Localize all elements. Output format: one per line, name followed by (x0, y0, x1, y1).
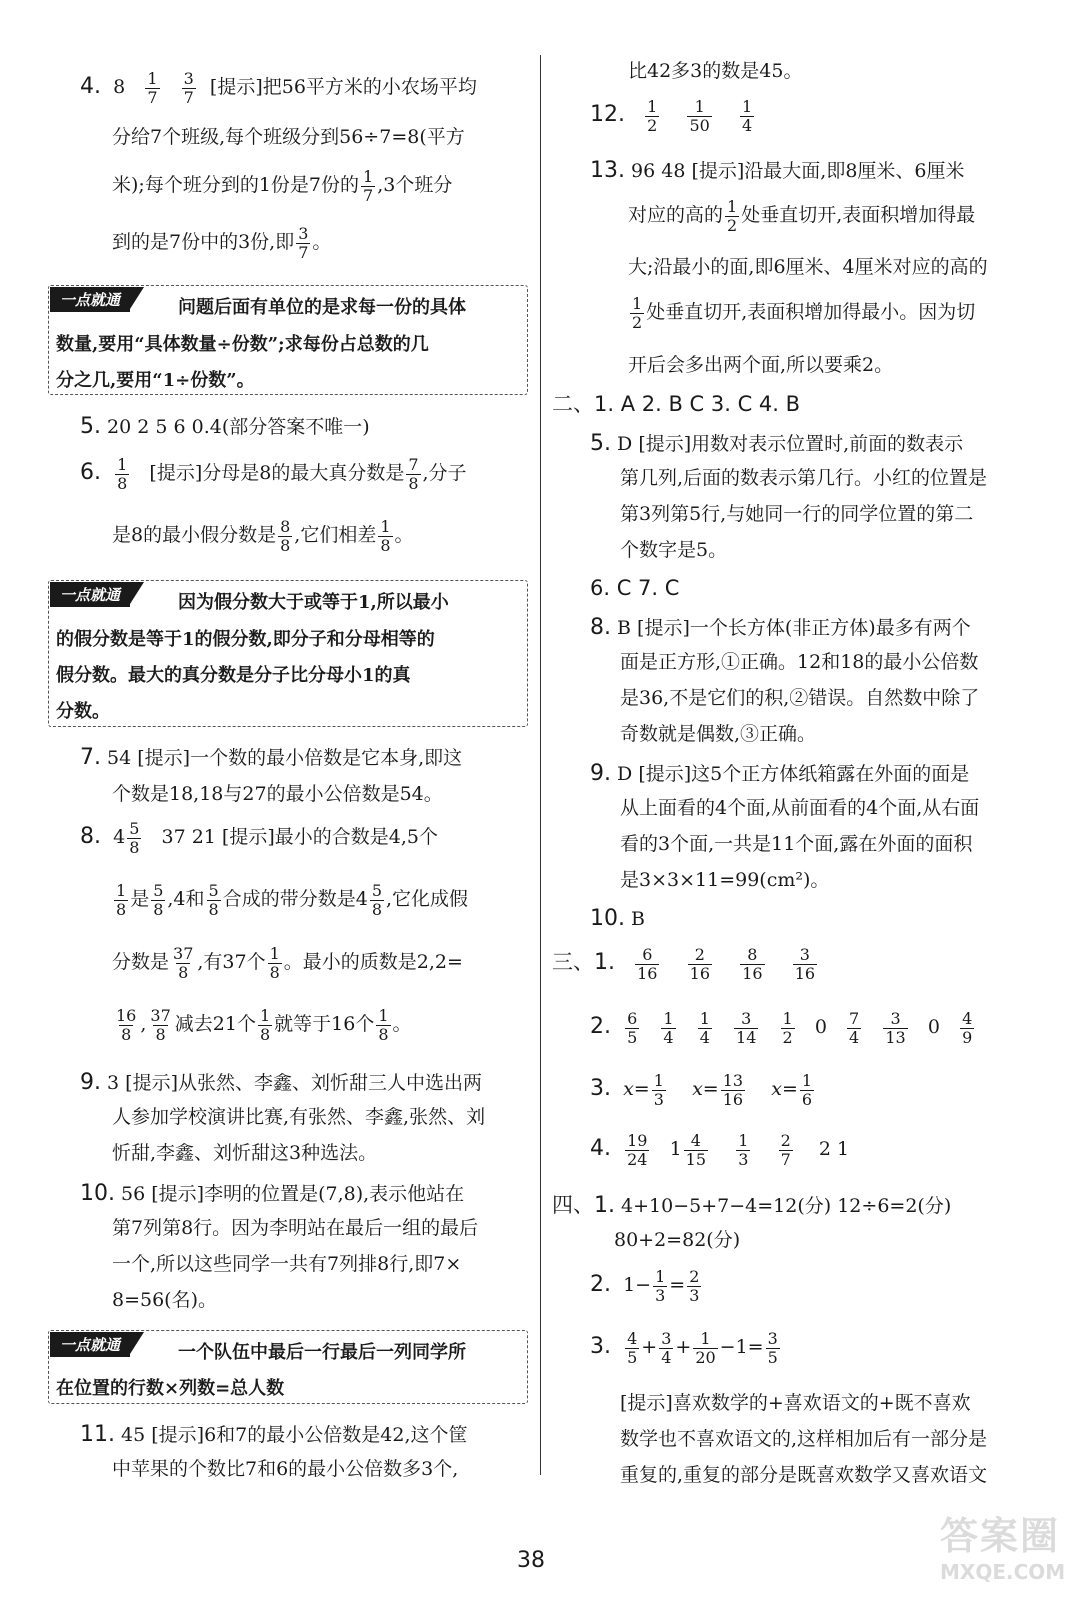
q11-line2: 中苹果的个数比7和6的最小公倍数多3个, (112, 1458, 459, 1480)
sec2-q8-line4: 奇数就是偶数,③正确。 (620, 723, 817, 745)
tip2-line1: 因为假分数大于或等于1,所以最小 (178, 592, 449, 613)
sec4-q3: 3. $\frac{4}{5}$ + $\frac{3}{4}$ + $\frac{1}{20}$ −1= $\frac{3}{5}$ (590, 1329, 778, 1367)
watermark-logo: 答案圈 MXQE.COM (940, 1514, 1066, 1584)
sec2-q5-line4: 个数字是5。 (620, 539, 728, 561)
q10-line2: 第7列第8行。因为李明站在最后一组的最后 (112, 1217, 479, 1239)
q4-hint-l3: 米);每个班分到的1份是7份的 $\frac{1}{7}$ ,3个班分 (112, 167, 453, 205)
q13-line3: 大;沿最小的面,即6厘米、4厘米对应的高的 (628, 256, 988, 278)
tip1-line1: 问题后面有单位的是求每一份的具体 (178, 297, 466, 318)
q8-line1: 8. 4 $\frac{5}{8}$ 37 21 [提示]最小的合数是4,5个 (80, 819, 438, 857)
sec2-q9-line3: 看的3个面,一共是11个面,露在外面的面积 (620, 833, 973, 855)
sec3-q3: 3. x= $\frac{1}{3}$ x= $\frac{13}{16}$ x= $\frac{1}{6}$ (590, 1071, 813, 1109)
sec4-q2: 2. 1− $\frac{1}{3}$ = $\frac{2}{3}$ (590, 1267, 700, 1305)
sec3-q2: 2. $\frac{6}{5}$ $\frac{1}{4}$ $\frac{1}{4}$ $\frac{3}{14}$ $\frac{1}{2}$ 0 $\frac{7}{4}$ $\frac{3}{13}$ 0 $\frac{4}{9}$ (590, 1009, 973, 1047)
q5: 5. 20 2 5 6 0.4(部分答案不唯一) (80, 414, 370, 439)
q13-line2: 对应的高的 $\frac{1}{2}$ 处垂直切开,表面积增加得最 (628, 197, 976, 235)
q4-frac2: $\frac{3}{7}$ (183, 69, 194, 107)
q4-hint-l4: 到的是7份中的3份,即 $\frac{3}{7}$ 。 (112, 224, 332, 262)
q4-answer: 8 (113, 76, 126, 99)
q6-frac1: $\frac{1}{8}$ (117, 455, 128, 493)
sec2-q9-line4: 是3×3×11=99(cm²)。 (620, 869, 830, 891)
q6-line1: 6. $\frac{1}{8}$ [提示]分母是8的最大真分数是 $\frac{7}{8}$ ,分子 (80, 455, 467, 493)
sec4-q3-hint-l1: [提示]喜欢数学的+喜欢语文的+既不喜欢 (620, 1392, 971, 1414)
q4-hint-l2: 分给7个班级,每个班级分到56÷7=8(平方 (112, 126, 465, 148)
tip-label-2: 一点就通 (50, 582, 130, 607)
sec2-q5-line3: 第3列第5行,与她同一行的同学位置的第二 (620, 503, 974, 525)
q4-frac4: $\frac{3}{7}$ (298, 224, 309, 262)
q11-line1: 11. 45 [提示]6和7的最小公倍数是42,这个筐 (80, 1422, 468, 1447)
page-number: 38 (517, 1548, 545, 1573)
sec2-q9-line2: 从上面看的4个面,从前面看的4个面,从右面 (620, 797, 980, 819)
sec2-q8-line1: 8. B [提示]一个长方体(非正方体)最多有两个 (590, 615, 971, 640)
sec2-q9-line1: 9. D [提示]这5个正方体纸箱露在外面的面是 (590, 761, 970, 786)
q9-line3: 忻甜,李鑫、刘忻甜这3种选法。 (112, 1142, 378, 1164)
q4-frac1: $\frac{1}{7}$ (147, 69, 158, 107)
tip3-line2: 在位置的行数×列数=总人数 (56, 1378, 285, 1399)
tip-label-3: 一点就通 (50, 1332, 130, 1357)
q13-line5: 开后会多出两个面,所以要乘2。 (628, 354, 894, 376)
sec3-q4: 4. $\frac{19}{24}$ 1 $\frac{4}{15}$ $\frac{1}{3}$ $\frac{2}{7}$ 2 1 (590, 1131, 850, 1169)
q7-line1: 7. 54 [提示]一个数的最小倍数是它本身,即这 (80, 745, 463, 770)
q10-line4: 8=56(名)。 (112, 1289, 218, 1311)
tip1-line2: 数量,要用“具体数量÷份数”;求每份占总数的几 (56, 334, 429, 355)
tip-label-1: 一点就通 (50, 287, 130, 312)
tip2-line3: 假分数。最大的真分数是分子比分母小1的真 (56, 665, 411, 686)
q4-number: 4. (80, 74, 101, 100)
q8-line2: $\frac{1}{8}$ 是 $\frac{5}{8}$ ,4和 $\frac{5}{8}$ 合成的带分数是4 $\frac{5}{8}$ ,它化成假 (116, 881, 469, 919)
q9-line2: 人参加学校演讲比赛,有张然、李鑫,张然、刘 (112, 1106, 486, 1128)
sec4-q1-line1: 四、1. 4+10−5+7−4=12(分) 12÷6=2(分) (552, 1193, 952, 1218)
q10-line1: 10. 56 [提示]李明的位置是(7,8),表示他站在 (80, 1181, 465, 1206)
q6-frac2: $\frac{7}{8}$ (408, 455, 419, 493)
tip3-line1: 一个队伍中最后一行最后一列同学所 (178, 1342, 466, 1363)
q11-continuation: 比42多3的数是45。 (628, 60, 803, 82)
sec4-q3-hint-l2: 数学也不喜欢语文的,这样相加后有一部分是 (620, 1428, 988, 1450)
sec4-q1-line2: 80+2=82(分) (614, 1229, 741, 1251)
q10-line3: 一个,所以这些同学一共有7列排8行,即7× (112, 1253, 462, 1275)
sec2-q5-line1: 5. D [提示]用数对表示位置时,前面的数表示 (590, 431, 964, 456)
q4-frac3: $\frac{1}{7}$ (363, 167, 374, 205)
sec2-row6: 6. C 7. C (590, 576, 680, 600)
q6-line2: 是8的最小假分数是 $\frac{8}{8}$ ,它们相差 $\frac{1}{8}$ 。 (112, 517, 414, 555)
tip1-line3: 分之几,要用“1÷份数”。 (56, 370, 255, 391)
tip2-line2: 的假分数是等于1的假分数,即分子和分母相等的 (56, 629, 435, 650)
sec2-q8-line2: 面是正方形,①正确。12和18的最小公倍数 (620, 651, 979, 673)
q8-line4: $\frac{16}{8}$ , $\frac{37}{8}$ 减去21个 $\frac{1}{8}$ 就等于16个 $\frac{1}{8}$ 。 (116, 1006, 412, 1044)
sec4-q3-hint-l3: 重复的,重复的部分是既喜欢数学又喜欢语文 (620, 1464, 988, 1486)
sec2-q10: 10. B (590, 906, 646, 931)
sec3-q1: 三、1. $\frac{6}{16}$ $\frac{2}{16}$ $\frac{8}{16}$ $\frac{3}{16}$ (552, 945, 816, 983)
q12: 12. $\frac{1}{2}$ $\frac{1}{50}$ $\frac{1}{4}$ (590, 97, 753, 135)
q9-line1: 9. 3 [提示]从张然、李鑫、刘忻甜三人中选出两 (80, 1070, 483, 1095)
q13-line4: $\frac{1}{2}$ 处垂直切开,表面积增加得最小。因为切 (632, 294, 976, 332)
q7-line2: 个数是18,18与27的最小公倍数是54。 (112, 783, 443, 805)
sec2-q5-line2: 第几列,后面的数表示第几行。小红的位置是 (620, 467, 988, 489)
tip2-line4: 分数。 (56, 701, 110, 722)
sec2-q8-line3: 是36,不是它们的积,②错误。自然数中除了 (620, 687, 980, 709)
q13-line1: 13. 96 48 [提示]沿最大面,即8厘米、6厘米 (590, 158, 965, 183)
q8-line3: 分数是 $\frac{37}{8}$ ,有37个 $\frac{1}{8}$ 。最小的质数是2,2= (112, 944, 463, 982)
sec2-row1: 二、1. A 2. B C 3. C 4. B (552, 392, 801, 416)
q4-line1 (80, 70, 477, 106)
column-divider (540, 55, 541, 1475)
q4-hint-l1: [提示]把56平方米的小农场平均 (209, 76, 477, 99)
